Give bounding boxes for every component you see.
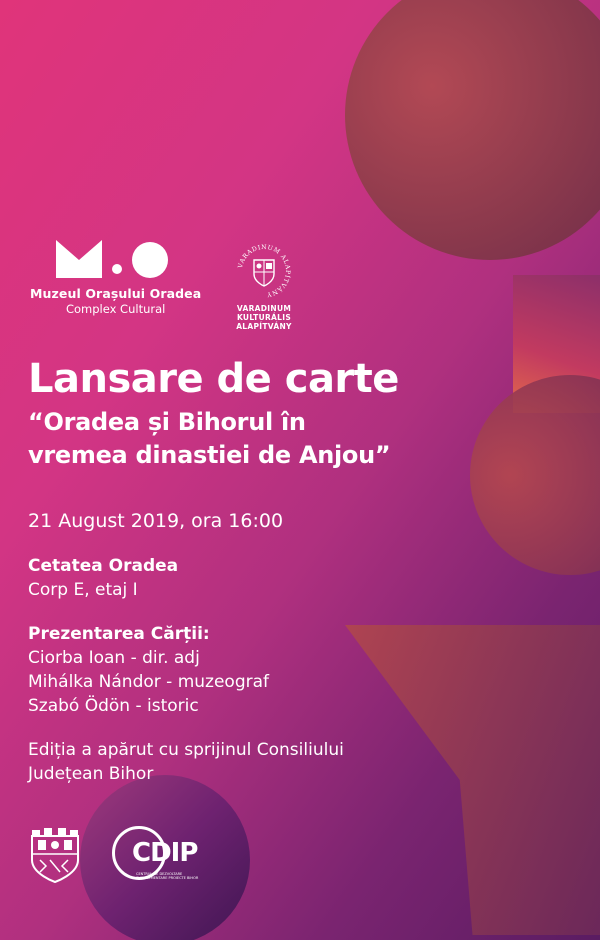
cdip-logo — [112, 826, 202, 886]
museum-name: Muzeul Orașului Oradea — [30, 286, 202, 301]
museum-o-icon — [132, 242, 168, 278]
varadinum-name-line2: KULTURÁLIS ALAPÍTVÁNY — [236, 313, 292, 331]
museum-logo — [30, 240, 201, 316]
varadinum-name-line1: VARADINUM — [236, 304, 292, 313]
book-title — [28, 406, 390, 472]
cdip-caption — [136, 872, 206, 880]
venue-detail: Corp E, etaj I — [28, 580, 138, 600]
museum-m-icon — [56, 240, 102, 278]
museum-dot-icon — [112, 264, 122, 274]
cdip-caption-line2: ȘI IMPLEMENTARE PROIECTE BIHOR — [136, 876, 199, 880]
support-note-line1: Ediția a apărut cu sprijinul Consiliului — [28, 740, 344, 760]
book-title-line2: vremea dinastiei de Anjou” — [28, 441, 391, 469]
decorative-triangle — [345, 625, 600, 935]
cdip-caption-line1: CENTRUL DE DEZVOLTARE — [136, 872, 183, 876]
event-title: Lansare de carte — [28, 356, 399, 402]
varadinum-seal-icon — [235, 242, 293, 300]
bihor-coat-of-arms-icon — [30, 826, 80, 884]
museum-subtitle: Complex Cultural — [65, 302, 166, 316]
presenter-1: Ciorba Ioan - dir. adj — [28, 648, 200, 668]
bihor-county-logo — [30, 826, 80, 888]
varadinum-name — [214, 304, 314, 331]
varadinum-logo — [214, 242, 314, 331]
presenter-3: Szabó Ödön - istoric — [28, 696, 199, 716]
cdip-wordmark: CDIP — [132, 838, 198, 868]
decorative-circle-middle — [470, 375, 600, 575]
venue-name: Cetatea Oradea — [28, 556, 179, 576]
decorative-circle-top — [345, 0, 600, 260]
support-note-line2: Județean Bihor — [28, 764, 154, 784]
museum-logo-mark — [56, 240, 201, 278]
presentation-heading: Prezentarea Cărții: — [28, 624, 210, 644]
event-date: 21 August 2019, ora 16:00 — [28, 510, 284, 532]
varadinum-ring-text: VARADINUM ALAPÍTVÁNY — [237, 243, 292, 298]
presenter-2: Mihálka Nándor - muzeograf — [28, 672, 270, 692]
book-title-line1: “Oradea și Bihorul în — [28, 408, 306, 436]
